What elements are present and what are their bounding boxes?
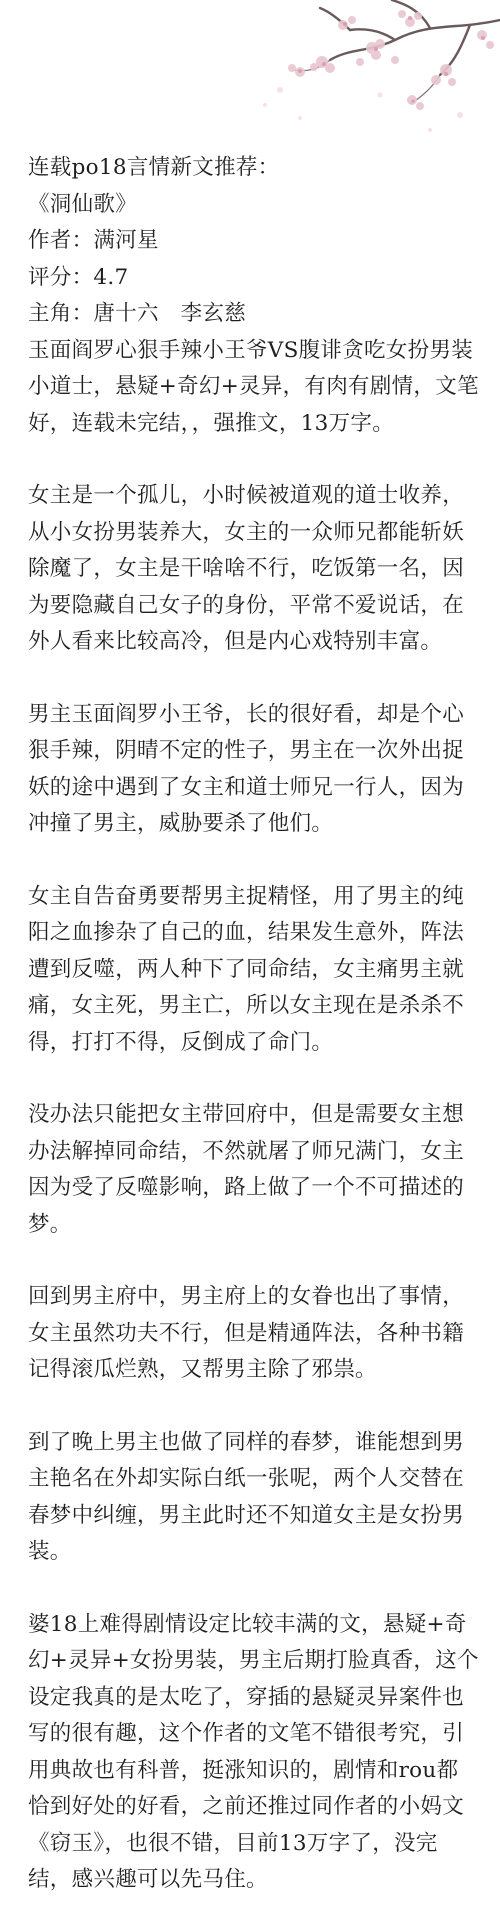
leads-line: 主角：唐十六 李玄慈 xyxy=(28,301,247,326)
book-title: 《洞仙歌》 xyxy=(28,191,138,217)
cherry-blossom-decoration xyxy=(0,0,500,150)
summary-paragraph: 玉面阎罗心狠手辣小王爷VS腹诽贪吃女扮男装小道士，悬疑+奇幻+灵异，有肉有剧情，文笔好，连载未完结，，强推文，13万字。 xyxy=(28,337,479,436)
author-line: 作者：满河星 xyxy=(28,228,159,253)
paragraph-text: 没办法只能把女主带回府中，但是需要女主想办法解掉同命结，不然就屠了师兄满门，女主因为受了反噬影响，路上做了一个不可描述的梦。 xyxy=(28,1102,465,1237)
rating-line: 评分：4.7 xyxy=(28,264,129,290)
paragraph-bond xyxy=(28,879,480,1062)
paragraph-dream xyxy=(28,1425,480,1571)
intro-line: 连载po18言情新文推荐： xyxy=(28,155,280,180)
paragraph-heroine xyxy=(28,478,480,661)
article-body xyxy=(28,150,480,1899)
paragraph-review xyxy=(28,1607,480,1899)
paragraph-text: 女主是一个孤儿，小时候被道观的道士收养，从小女扮男装养大，女主的一众师兄都能斩妖除魔了，女主是干啥啥不行，吃饭第一名，因为要隐藏自己女子的身份，平常不爱说话，在外人看来比较高冷，但是内心戏特别丰富。 xyxy=(28,483,465,654)
paragraph-mansion xyxy=(28,1097,480,1243)
paragraph-exorcism xyxy=(28,1279,480,1389)
paragraph-text: 男主玉面阎罗小王爷，长的很好看，却是个心狠手辣，阴晴不定的性子，男主在一次外出捉妖的途中遇到了女主和道士师兄一行人，因为冲撞了男主，威胁要杀了他们。 xyxy=(28,701,465,836)
paragraph-text: 回到男主府中，男主府上的女眷也出了事情，女主虽然功夫不行，但是精通阵法，各种书籍记得滚瓜烂熟，又帮男主除了邪祟。 xyxy=(28,1284,465,1382)
paragraph-text: 女主自告奋勇要帮男主捉精怪，用了男主的纯阳之血掺杂了自己的血，结果发生意外，阵法遭到反噬，两人种下了同命结，女主痛男主就痛，女主死，男主亡，所以女主现在是杀杀不得，打打不得，反倒成了命门。 xyxy=(28,883,465,1055)
paragraph-text: 婆18上难得剧情设定比较丰满的文，悬疑+奇幻+灵异+女扮男装，男主后期打脸真香，这个设定我真的是太吃了，穿插的悬疑灵异案件也写的很有趣，这个作者的文笔不错很考究，引用典故也有科普，挺涨知识的，剧情和rou都恰到好处的好看，之前还推过同作者的小妈文《窃玉》，也很不错，目前13万字了，没完结，感兴趣可以先马住。 xyxy=(28,1611,479,1892)
paragraph-text: 到了晚上男主也做了同样的春梦，谁能想到男主艳名在外却实际白纸一张呢，两个人交替在春梦中纠缠，男主此时还不知道女主是女扮男装。 xyxy=(28,1429,465,1564)
paragraph-hero xyxy=(28,697,480,843)
